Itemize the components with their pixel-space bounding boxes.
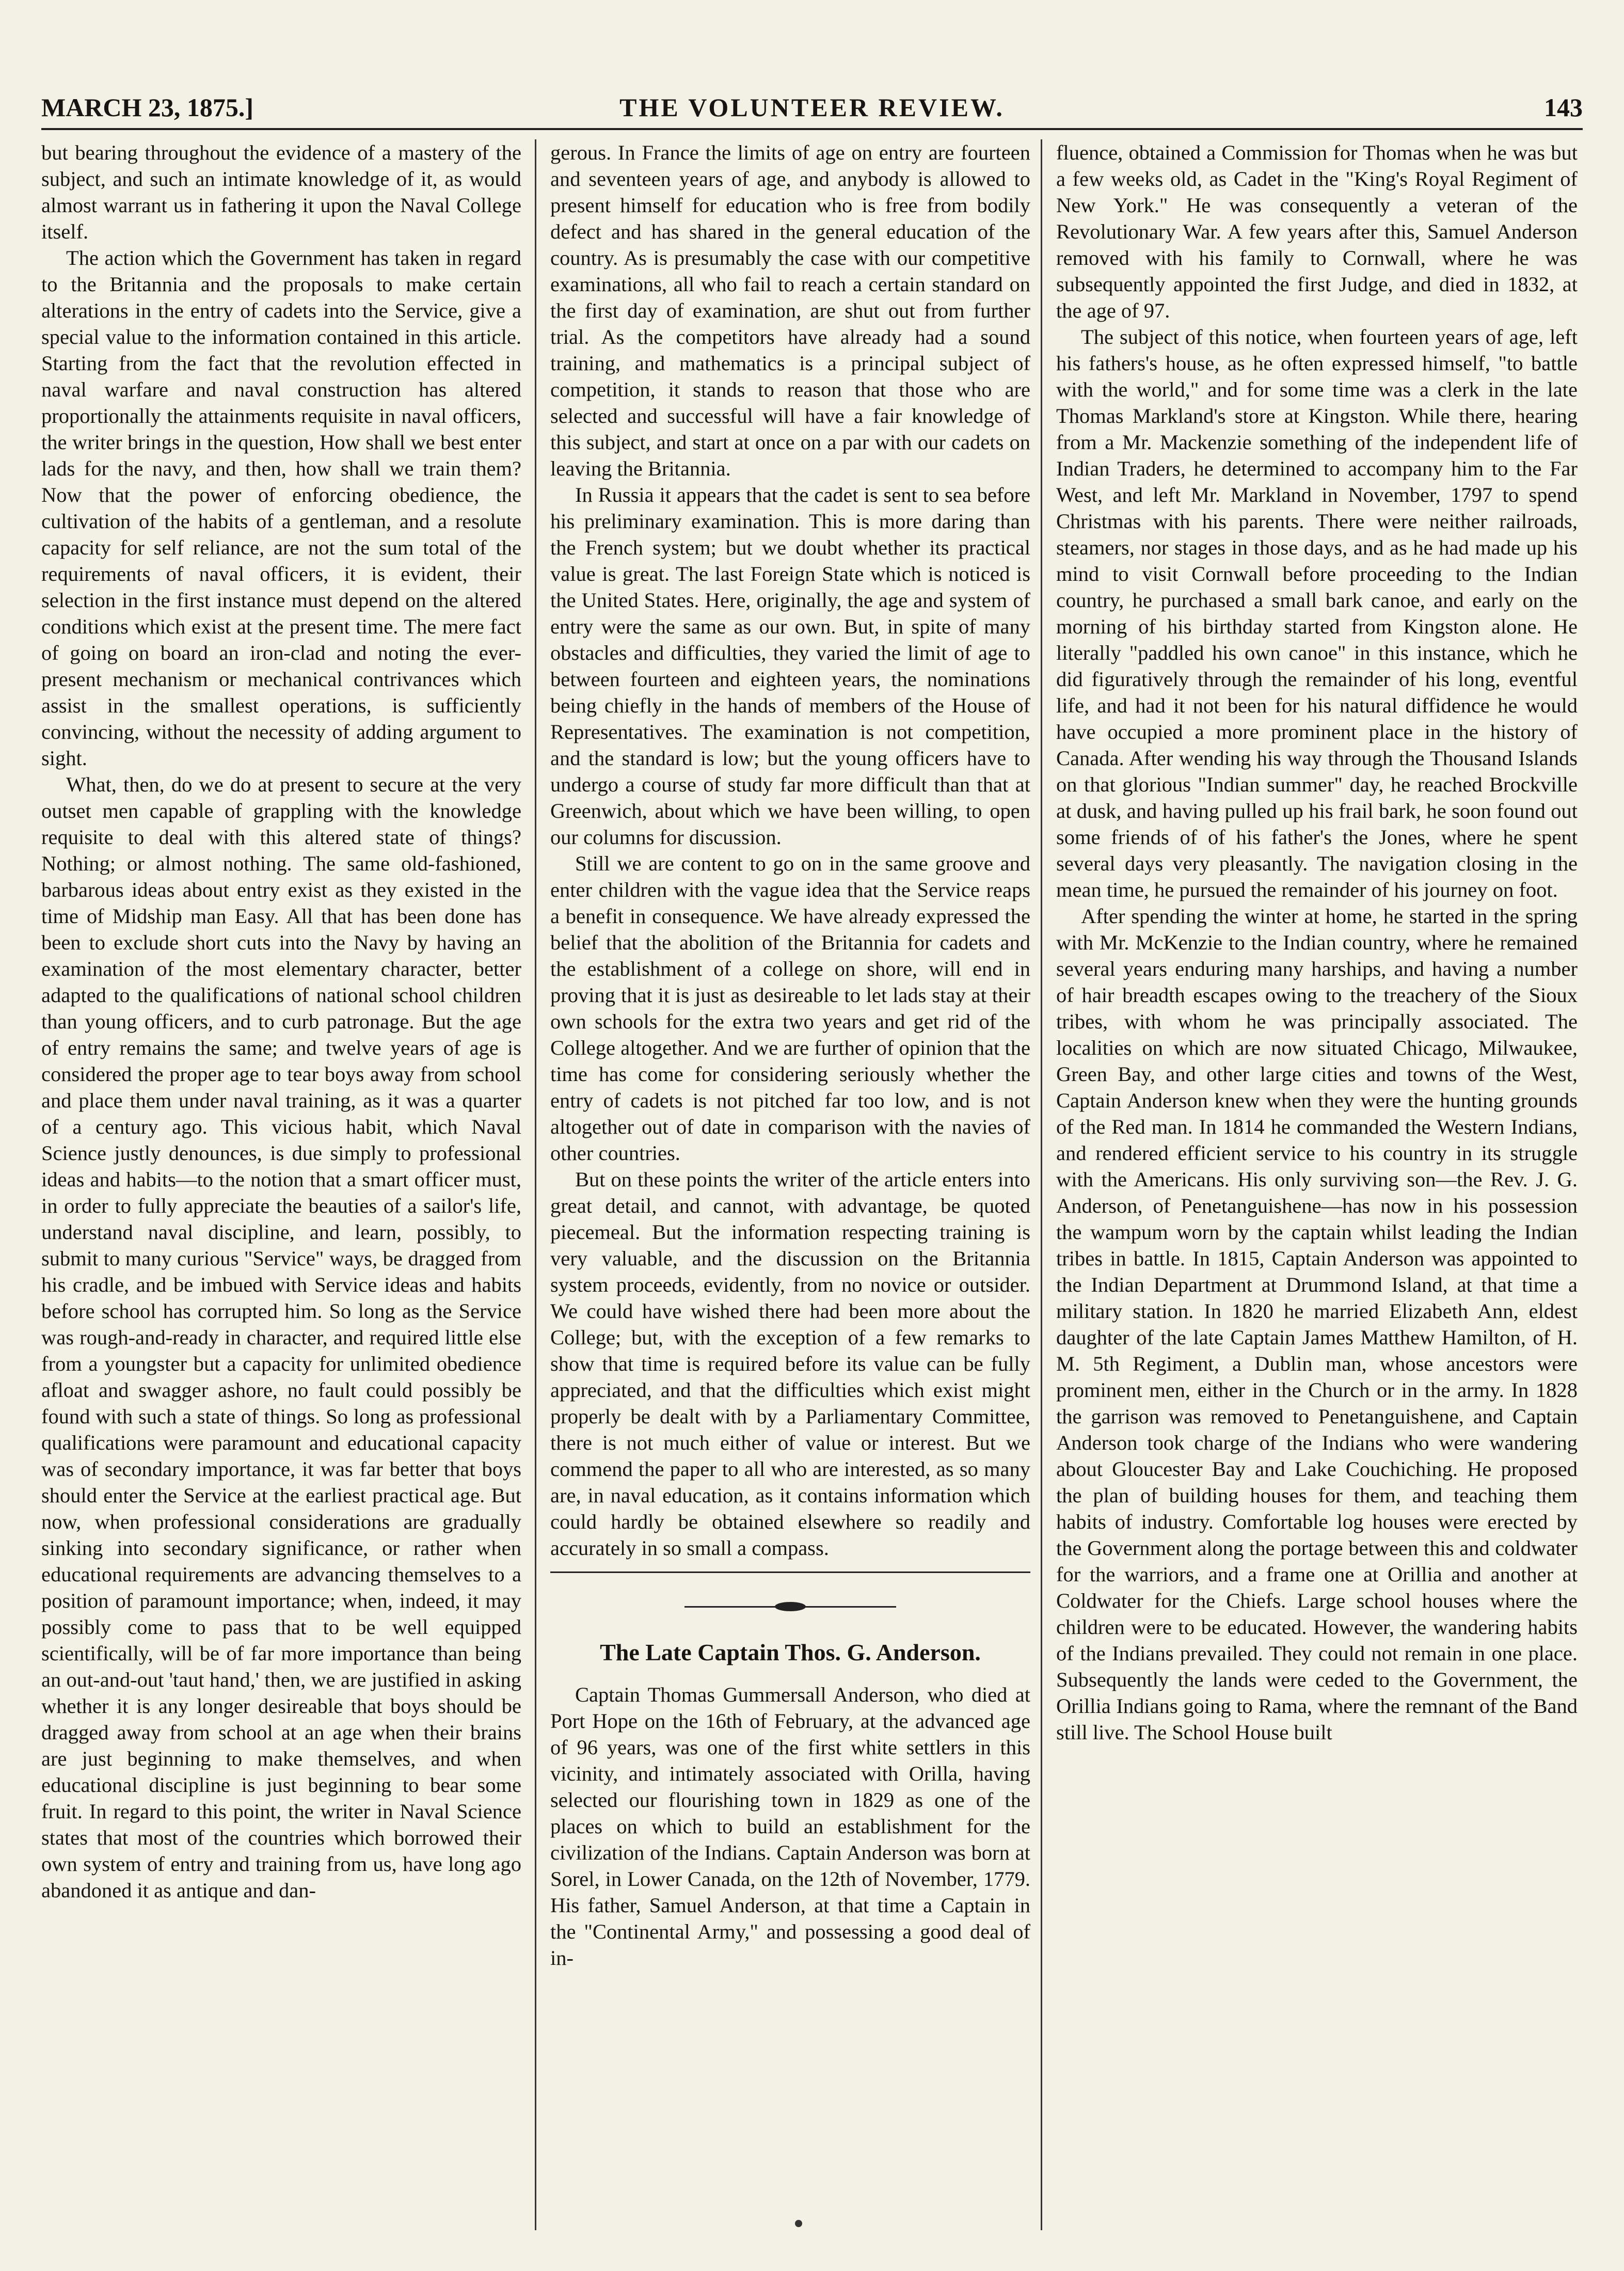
column-3 (1056, 139, 1578, 2220)
article-divider (550, 1571, 1030, 1573)
paragraph: gerous. In France the limits of age on entry are fourteen and seventeen years of age, and anybody is allowed to present himself for education who is free from bodily defect and has shared in the general education of the country. As is presumably the case with our competitive examinations, all who fail to reach a certain standard on the first day of examination, are shut out from further trial. As the competitors have already had a sound training, and mathematics is a principal subject of competition, it stands to reason that those who are selected and successful will have a fair knowledge of this subject, and start at once on a par with our cadets on leaving the Britannia. (550, 141, 1030, 480)
page-header (41, 87, 1583, 130)
paragraph: But on these points the writer of the article enters into great detail, and cannot, with advantage, be quoted piecemeal. But the information respecting training is very valuable, and the discussion on the Britannia system proceeds, evidently, from no novice or outsider. We could have wished there had been more about the College; but, with the exception of a few remarks to show that time is required before its value can be fully appreciated, and that the difficulties which exist might properly be dealt with by a Parliamentary Committee, there is not much either of value or interest. But we commend the paper to all who are interested, as so many are, in naval education, as it contains information which could hardly be obtained elsewhere so readily and accurately in so small a compass. (550, 1168, 1030, 1560)
column-rule-right (1041, 139, 1042, 2230)
page-number: 143 (1544, 93, 1583, 122)
paragraph: Still we are content to go on in the same groove and enter children with the vague idea that the Service reaps a benefit in consequence. We have already expressed the belief that the abolition of the Britannia for cadets and the establishment of a college on shore, will end in proving that it is just as desireable to let lads stay at their own schools for the extra two years and get rid of the College altogether. And we are further of opinion that the time has come for considering seriously whether the entry of cadets is not pitched far too low, and is not altogether out of date in comparison with the navies of other countries. (550, 852, 1030, 1165)
paragraph: The subject of this notice, when fourteen years of age, left his fathers's house, as he often expressed himself, "to battle with the world," and for some time was a clerk in the late Thomas Markland's store at Kingston. While there, hearing from a Mr. Mackenzie something of the independent life of Indian Traders, he determined to accompany him to the Far West, and left Mr. Markland in November, 1797 to spend Christmas with his parents. There were neither railroads, steamers, nor stages in those days, and as he had made up his mind to visit Cornwall before proceeding to the Indian country, he purchased a small bark canoe, and early on the morning of his birthday started from Kingston alone. He literally "paddled his own canoe" in this instance, which he did figuratively through the remainder of his long, eventful life, and had it not been for his natural diffidence he would have occupied a more prominent place in the history of Canada. After wending his way through the Thousand Islands on that glorious "Indian summer" day, he reached Brockville at dusk, and having pulled up his frail bark, he soon found out some friends of of his father's the Jones, where he spent several days very pleasantly. The navigation closing in the mean time, he pursued the remainder of his journey on foot. (1056, 325, 1578, 901)
column-2 (550, 139, 1030, 2220)
publication-title: THE VOLUNTEER REVIEW. (619, 93, 1005, 122)
paragraph: In Russia it appears that the cadet is sent to sea before his preliminary examination. This is more daring than the French system; but we doubt whether its practical value is great. The last Foreign State which is noticed is the United States. Here, originally, the age and system of entry were the same as our own. But, in spite of many obstacles and difficulties, they varied the limit of age to between fourteen and eighteen years, the nominations being chiefly in the hands of members of the House of Representatives. The examination is not competition, and the standard is low; but the young officers have to undergo a course of study far more difficult than that at Greenwich, about which we have been willing, to open our columns for discussion. (550, 483, 1030, 849)
paragraph: Captain Thomas Gummersall Anderson, who died at Port Hope on the 16th of February, at the advanced age of 96 years, was one of the first white settlers in this vicinity, and intimately associated with Orilla, having selected our flourishing town in 1829 as one of the places on which to build an establishment for the civilization of the Indians. Captain Anderson was born at Sorel, in Lower Canada, on the 12th of November, 1779. His father, Samuel Anderson, at that time a Captain in the "Continental Army," and possessing a good deal of in- (550, 1683, 1030, 1970)
paragraph: but bearing throughout the evidence of a mastery of the subject, and such an intimate knowledge of it, as would almost warrant us in fathering it upon the Naval College itself. (41, 141, 521, 243)
issue-date: MARCH 23, 1875.] (41, 93, 254, 122)
paragraph: The action which the Government has taken in regard to the Britannia and the proposals to make certain alterations in the entry of cadets into the Service, give a special value to the information contained in this article. Starting from the fact that the revolution effected in naval warfare and naval construction has altered proportionally the attainments requisite in naval officers, the writer brings in the question, How shall we best enter lads for the navy, and then, how shall we train them? Now that the power of enforcing obedience, the cultivation of the habits of a gentleman, and a resolute capacity for self reliance, are not the sum total of the requirements of naval officers, it is evident, their selection in the first instance must depend on the altered conditions which exist at the present time. The mere fact of going on board an iron-clad and noting the ever-present mechanism or mechanical contrivances which assist in the smallest operations, is sufficiently convincing, without the necessity of adding argument to sight. (41, 246, 521, 770)
column-1 (41, 139, 521, 2220)
paragraph: What, then, do we do at present to secure at the very outset men capable of grappling with the knowledge requisite to deal with this altered state of things? Nothing; or almost nothing. The same old-fashioned, barbarous ideas about entry exist as they existed in the time of Midship man Easy. All that has been done has been to exclude short cuts into the Navy by having an examination of the most elementary character, better adapted to the qualifications of national school children than young officers, and to curb patronage. But the age of entry remains the same; and twelve years of age is considered the proper age to tear boys away from school and place them under naval training, as it was a quarter of a century ago. This vicious habit, which Naval Science justly denounces, is due simply to professional ideas and habits—to the notion that a smart officer must, in order to fully appreciate the beauties of a sailor's life, understand naval discipline, and learn, possibly, to submit to many curious "Service" ways, be dragged from his cradle, and be imbued with Service ideas and habits before school has corrupted him. So long as the Service was rough-and-ready in character, and required little else from a youngster but a capacity for unlimited obedience afloat and swagger ashore, no fault could possibly be found with such a state of things. So long as professional qualifications were paramount and educational capacity was of secondary importance, it was far better that boys should enter the Service at the earliest practical age. But now, when professional considerations are gradually sinking into secondary significance, or rather when educational requirements are advancing themselves to a position of paramount importance; when, indeed, it may possibly come to pass that to be well equipped scientifically, will be of far more importance than being an out-and-out 'taut hand,' then, we are justified in asking whether it is any longer desireable that boys should be dragged away from school at an age when their brains are just beginning to make themselves, and when educational discipline is just beginning to bear some fruit. In regard to this point, the writer in Naval Science states that most of the countries which borrowed their own system of entry and training from us, have long ago abandoned it as antique and dan- (41, 773, 521, 1902)
paragraph: fluence, obtained a Commission for Thomas when he was but a few weeks old, as Cadet in the "King's Royal Regiment of New York." He was consequently a veteran of the Revolutionary War. A few years after this, Samuel Anderson removed with his family to Cornwall, where he was subsequently appointed the first Judge, and died in 1832, at the age of 97. (1056, 141, 1578, 322)
obituary-heading: The Late Captain Thos. G. Anderson. (600, 1639, 981, 1665)
paragraph: After spending the winter at home, he started in the spring with Mr. McKenzie to the Indian country, where he remained several years enduring many harships, and having a number of hair breadth escapes owing to the treachery of the Sioux tribes, with whom he was principally associated. The localities on which are now situated Chicago, Milwaukee, Green Bay, and other large cities and towns of the West, Captain Anderson knew when they were the hunting grounds of the Red man. In 1814 he commanded the Western Indians, and rendered efficient service to his country in its struggle with the Americans. His only surviving son—the Rev. J. G. Anderson, of Penetanguishene—has now in his possession the wampum worn by the captain whilst leading the Indian tribes in battle. In 1815, Captain Anderson was appointed to the Indian Department at Drummond Island, at that time a military station. In 1820 he married Elizabeth Ann, eldest daughter of the late Captain James Matthew Hamilton, of H. M. 5th Regiment, a Dublin man, whose ancestors were prominent men, either in the Church or in the army. In 1828 the garrison was removed to Penetanguishene, and Captain Anderson took charge of the Indians who were wandering about Gloucester Bay and Lake Couchiching. He proposed the plan of building houses for them, and teaching them habits of industry. Comfortable log houses were erected by the Government along the portage between this and coldwater for the warriors, and a frame one at Orillia and another at Coldwater for the Chiefs. Large school houses where the children were to be educated. However, the wandering habits of the Indians prevailed. They could not remain in one place. Subsequently the lands were ceded to the Government, the Orillia Indians going to Rama, where the remnant of the Band still live. The School House built (1056, 904, 1578, 1744)
ornament-separator (550, 1589, 1030, 1625)
column-rule-left (535, 139, 536, 2230)
page-mark (795, 2220, 802, 2227)
